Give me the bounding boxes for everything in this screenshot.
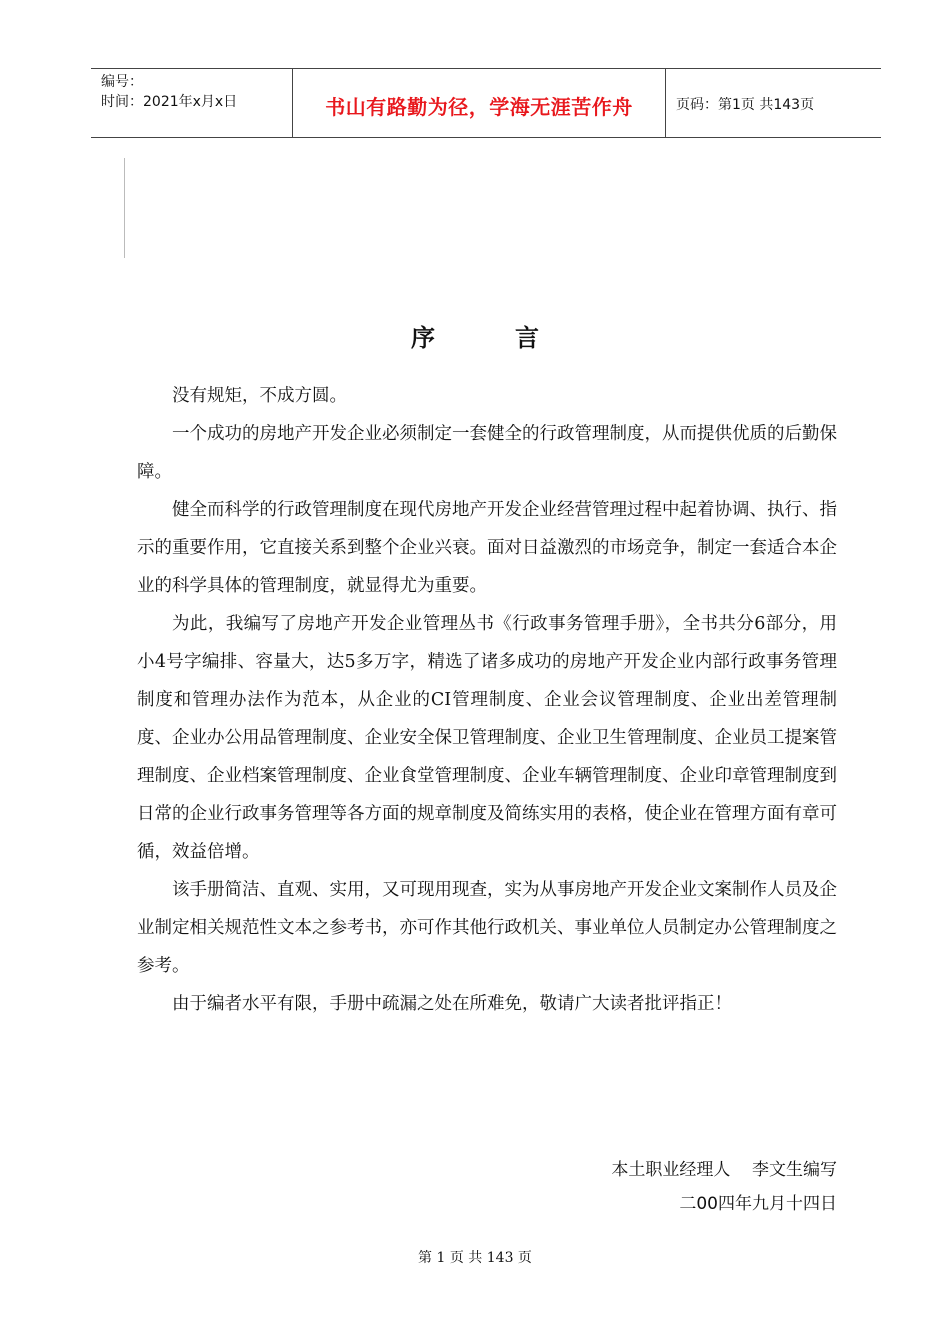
header-page-cell [666,69,881,137]
document-id-label: 编号： [101,74,143,90]
header-motto-cell [293,69,666,137]
header-info-cell [91,69,293,137]
paragraph: 由于编者水平有限，手册中疏漏之处在所难免，敬请广大读者批评指正！ [172,994,732,1014]
paragraph: 为此，我编写了房地产开发企业管理丛书《行政事务管理手册》，全书共分6部分，用小4号字编排、容量大，达5多万字，精选了诸多成功的房地产开发企业内部行政事务管理制度和管理办法作为范本，从企业的CI管理制度、企业会议管理制度、企业出差管理制度、企业办公用品管理制度、企业安全保卫管理制度、企业卫生管理制度、企业员工提案管理制度、企业档案管理制度、企业食堂管理制度、企业车辆管理制度、企业印章管理制度到日常的企业行政事务管理等各方面的规章制度及简练实用的表格，使企业在管理方面有章可循，效益倍增。 [137,614,837,862]
paragraph: 该手册简洁、直观、实用，又可现用现查，实为从事房地产开发企业文案制作人员及企业制定相关规范性文本之参考书，亦可作其他行政机关、事业单位人员制定办公管理制度之参考。 [137,880,837,976]
document-date: 二00四年九月十四日 [679,1194,837,1214]
document-title: 序 言 [411,323,567,352]
paragraph: 一个成功的房地产开发企业必须制定一套健全的行政管理制度，从而提供优质的后勤保障。 [137,424,837,482]
signature-block [611,1153,837,1221]
page-footer: 第 1 页 共 143 页 [418,1250,532,1266]
document-body [137,377,837,1023]
document-time-label: 时间：2021年x月x日 [101,94,238,110]
margin-line [124,158,125,258]
page-header-table [91,68,881,138]
header-page-info: 页码：第1页 共143页 [676,97,815,113]
author-signature: 本土职业经理人 李文生编写 [611,1160,837,1180]
paragraph: 健全而科学的行政管理制度在现代房地产开发企业经营管理过程中起着协调、执行、指示的重要作用，它直接关系到整个企业兴衰。面对日益激烈的市场竞争，制定一套适合本企业的科学具体的管理制度，就显得尤为重要。 [137,500,837,596]
header-motto: 书山有路勤为径，学海无涯苦作舟 [325,95,633,119]
paragraph: 没有规矩，不成方圆。 [172,386,347,406]
